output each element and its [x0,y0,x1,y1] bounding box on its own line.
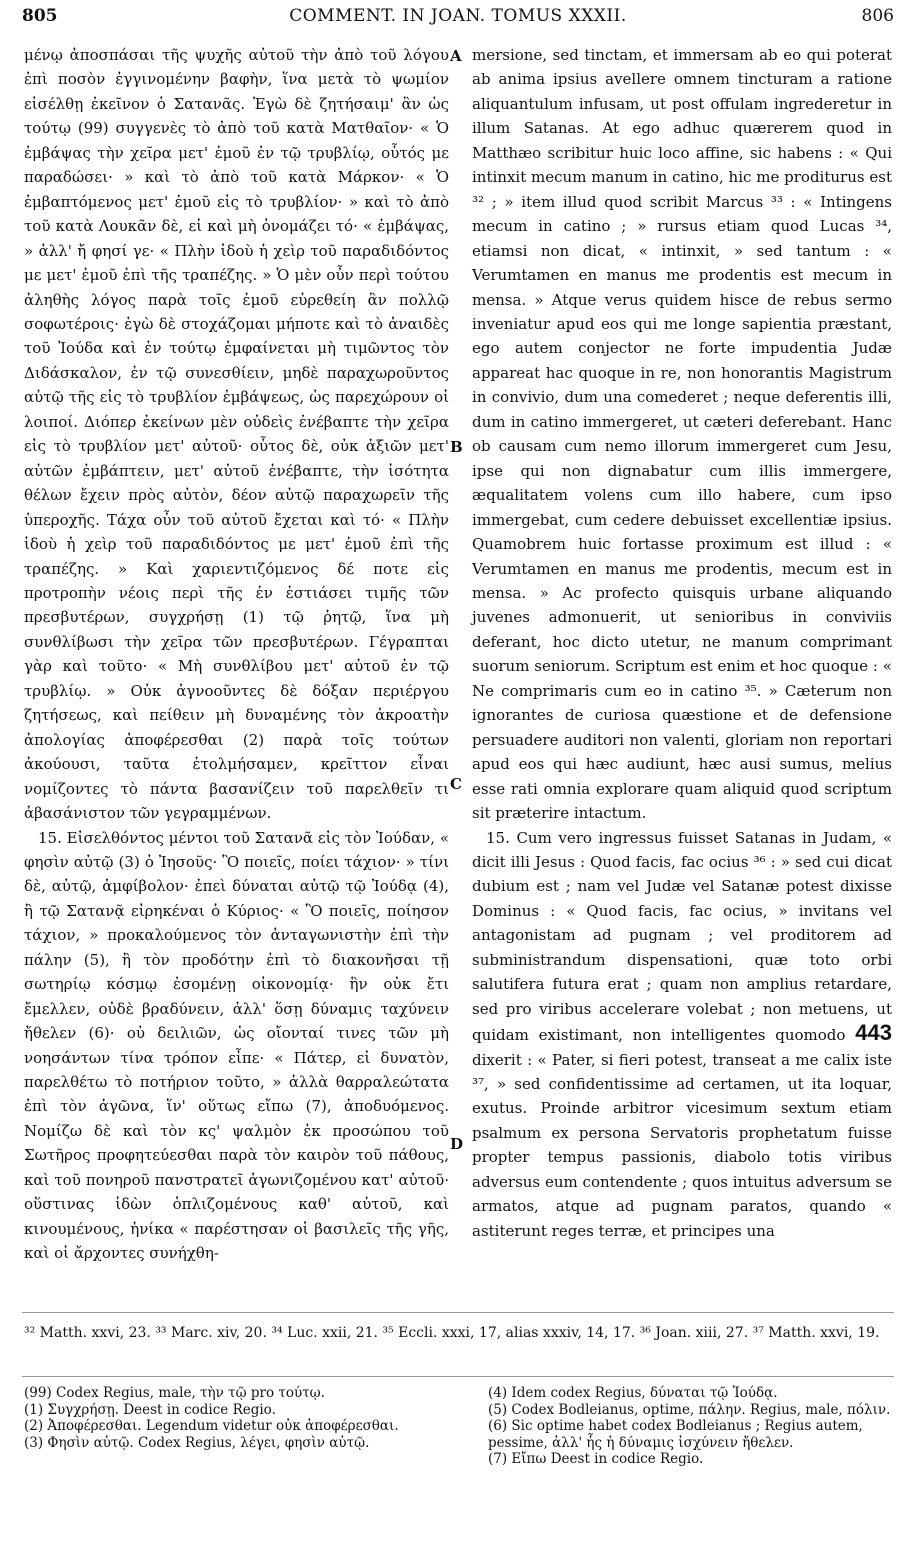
margin-letter-b: B [450,438,463,456]
greek-column [24,43,449,1266]
inline-page-marker: 443 [855,1020,892,1046]
greek-paragraph: μένῳ ἀποσπάσαι τῆς ψυχῆς αὐτοῦ τὴν ἀπὸ τοῦ λόγου ἐπὶ ποσὸν ἐγγινομένην βαφὴν, ἵνα μετὰ τὸ ψωμίον εἰσέλθῃ ἐκεῖνον ὁ Σατανᾶς. Ἐγὼ δὲ ζητήσαιμ' ἂν ὡς τούτῳ (99) συγγενὲς τὸ ἀπὸ τοῦ κατὰ Ματθαῖον· « Ὁ ἐμβάψας τὴν χεῖρα μετ' ἐμοῦ ἐν τῷ τρυβλίῳ, οὗτός με παραδώσει· » καὶ τὸ ἀπὸ τοῦ κατὰ Μάρκον· « Ὁ ἐμβαπτόμενος μετ' ἐμοῦ εἰς τὸ τρυβλίον· » καὶ τὸ ἀπὸ τοῦ κατὰ Λουκᾶν δὲ, εἰ καὶ μὴ ὀνομάζει τό· « ἐμβάψας, » ἀλλ' ἤ φησί γε· « Πλὴν ἰδοὺ ἡ χεὶρ τοῦ παραδιδόντος με μετ' ἐμοῦ ἐπὶ τῆς τραπέζης. » Ὁ μὲν οὖν περὶ τούτου ἀληθὴς λόγος παρὰ τοῖς ἐμοῦ εὑρεθείη ἂν πολλῷ σοφωτέροις· ἐγὼ δὲ στοχάζομαι μήποτε καὶ τὸ ἀναιδὲς τοῦ Ἰούδα καὶ ἐν τούτῳ ἐμφαίνεται μὴ τιμῶντος τὸν Διδάσκαλον, ἐν τῷ συνεσθίειν, μηδὲ παραχωροῦντος αὐτῷ τῆς εἰς τὸ τρυβλίον ἐμβάψεως, ὡς παρεχώρουν οἱ λοιποί. Διόπερ ἐκείνων μὲν οὐδεὶς ἐνέβαπτε τὴν χεῖρα εἰς τὸ τρυβλίον μετ' αὐτοῦ· οὗτος δὲ, οὐκ ἀξιῶν μετ' αὐτῶν ἐμβάπτειν, μετ' αὐτοῦ ἐνέβαπτε, τὴν ἰσότητα θέλων ἔχειν πρὸς αὐτὸν, δέον αὐτῷ παραχωρεῖν τῆς ὑπεροχῆς. Τάχα οὖν τοῦ αὐτοῦ ἔχεται καὶ τό· « Πλὴν ἰδοὺ ἡ χεὶρ τοῦ παραδιδόντος με μετ' ἐμοῦ ἐπὶ τῆς τραπέζης. » Καὶ χαριεντιζόμενος δέ ποτε εἰς προτροπὴν νέοις περὶ τῆς ἐν ἑστιάσει τιμῆς τῶν πρεσβυτέρων, συγχρήσῃ (1) τῷ ῥητῷ, ἵνα μὴ συνθλίβωσι τὴν χεῖρα τῶν πρεσβυτέρων. Γέγραπται γὰρ καὶ τοῦτο· « Μὴ συνθλίβου μετ' αὐτοῦ ἐν τῷ τρυβλίῳ. » Οὐκ ἀγνοοῦντες δὲ δόξαν περιέργου ζητήσεως, καὶ πείθειν μὴ δυναμένης τὸν ἀκροατὴν ἀπολογίας ἀποφέρεσθαι (2) παρὰ τοῖς τούτων ἀκούουσι, ταῦτα ἐτολμήσαμεν, κρεῖττον εἶναι νομίζοντες τὸ πάντα βασανίζειν τοῦ παρελθεῖν τι ἀβασάνιστον τῶν γεγραμμένων. [24,46,449,823]
latin-text: 15. Cum vero ingressus fuisset Satanas in Judam, « dicit illi Jesus : Quod facis, fac ocius ³⁶ : » sed cui dicat dubium est ; nam vel Judæ vel Satanæ potest dixisse Dominus : « Quod facis, fac ocius, » invitans vel antagonistam ad pugnam ; vel proditorem ad subministrandum dispensationi, quæ toto orbi salutifera futura erat ; quam non amplius retardare, sed pro viribus accelerare volebat ; non metuens, ut quidam existimant, non intelligentes quomodo [472,828,892,1045]
footnote: (4) Idem codex Regius, δύναται τῷ Ἰούδᾳ. [488,1385,778,1401]
latin-paragraph: mersione, sed tinctam, et immersam ab eo qui poterat ab anima ipsius avellere omnem tincturam a ratione aliquantulum infusam, ut post offulam ingrederetur in illum Satanas. At ego adhuc quærerem quod in Matthæo scribitur huic loco affine, sic habens : « Qui intinxit mecum manum in catino, hic me proditurus est ³² ; » item illud quod scribit Marcus ³³ : « Intingens mecum in catino ; » rursus etiam quod Lucas ³⁴, etiamsi non dicat, « intinxit, » sed tantum : « Verumtamen en manus me prodentis est mecum in mensa. » Atque verus quidem hisce de rebus sermo inveniatur apud eos qui me longe sapientia præstant, ego autem conjector ne forte impudentia Judæ appareat hac quoque in re, non honorantis Magistrum in convivio, dum una comederet ; neque deferentis illi, dum in catino immergeret, ut cæteri deferebant. Hanc ob causam cum nemo illorum immergeret cum Jesu, ipse qui non dignabatur cum illis immergere, æqualitatem volens cum illo habere, cum ipso immergebat, cum cedere debuisset excellentiæ ipsius. Quamobrem huic fortasse proximum est illud : « Verumtamen en manus me prodentis, mecum est in mensa. » Ac profecto quisquis urbane aliquando juvenes admonuerit, ut senioribus in conviviis deferant, hoc dicto utetur, ne manum comprimant suorum seniorum. Scriptum est enim et hoc quoque : « Ne comprimaris cum eo in catino ³⁵. » Cæterum non ignorantes de curiosa quæstione et de defensione persuadere auditori non valenti, gloriam non reportari apud eos qui hæc audiunt, hæc ausi sumus, melius esse rati omnia explorare quam aliquid quod scriptum sit præterire intactum. [472,46,892,823]
notes-divider [22,1376,894,1377]
footnote: (3) Φησὶν αὐτῷ. Codex Regius, λέγει, φησὶν αὐτῷ. [24,1434,370,1451]
greek-paragraph: 15. Εἰσελθόντος μέντοι τοῦ Σατανᾶ εἰς τὸν Ἰούδαν, « φησὶν αὐτῷ (3) ὁ Ἰησοῦς· Ὃ ποιεῖς, ποίει τάχιον· » τίνι δὲ, αὐτῷ, ἀμφίβολον· ἐπεὶ δύναται αὐτῷ τῷ Ἰούδᾳ (4), ἢ τῷ Σατανᾷ εἰρηκέναι ὁ Κύριος· « Ὃ ποιεῖς, ποίησον τάχιον, » προκαλούμενος τὸν ἀνταγωνιστὴν ἐπὶ τὴν πάλην (5), ἢ τὸν προδότην ἐπὶ τὸ διακονῆσαι τῇ σωτηρίῳ κόσμῳ ἐσομένῃ οἰκονομίᾳ· ἣν οὐκ ἔτι ἔμελλεν, οὐδὲ βραδύνειν, ἀλλ' ὅσῃ δύναμις ταχύνειν ἤθελεν (6)· οὐ δειλιῶν, ὡς οἴονταί τινες τῶν μὴ νοησάντων τίνα τρόπον εἶπε· « Πάτερ, εἰ δυνατὸν, παρελθέτω τὸ ποτήριον τοῦτο, » ἀλλὰ θαρραλεώτατα ἐπὶ τὸν ἀγῶνα, ἵν' οὕτως εἴπω (7), ἀποδυόμενος. Νομίζω δὲ καὶ τὸν κς' ψαλμὸν ἐκ προσώπου τοῦ Σωτῆρος προφητεύεσθαι παρὰ τὸν καιρὸν τοῦ πάθους, καὶ τοῦ πονηροῦ πανστρατεῖ ἀγωνιζομένου κατ' αὐτοῦ· οὕστινας ἰδὼν ὁπλιζομένους καθ' αὐτοῦ, καὶ κινουμένους, ἡνίκα « παρέστησαν οἱ βασιλεῖς τῆς γῆς, καὶ οἱ ἄρχοντες συνήχθη- [24,828,449,1263]
scripture-references: ³² Matth. xxvi, 23. ³³ Marc. xiv, 20. ³⁴ Luc. xxii, 21. ³⁵ Eccli. xxxi, 17, alias xxxiv, 14, 17. ³⁶ Joan. xiii, 27. ³⁷ Matth. xxvi, 19. [24,1325,880,1341]
footnote: (99) Codex Regius, male, τὴν τῷ pro τούτῳ. [24,1385,325,1401]
page-number-left: 805 [22,6,58,26]
margin-letter-d: D [450,1135,464,1153]
footnote: (6) Sic optime habet codex Bodleianus ; Regius autem, pessime, ἀλλ' ἧς ἡ δύναμις ἰσχύνειν ἤθελεν. [488,1418,863,1451]
footnote: (5) Codex Bodleianus, optime, πάλην. Regius, male, πόλιν. [488,1401,891,1418]
page-number-right: 806 [861,6,894,26]
footnote: (7) Εἴπω Deest in codice Regio. [488,1451,704,1467]
latin-column [472,43,892,1243]
running-header [22,6,894,32]
margin-letter-c: C [450,775,462,793]
footnotes-right [488,1385,892,1468]
running-title: COMMENT. IN JOAN. TOMUS XXXII. [289,6,627,26]
latin-paragraph-15 [472,826,892,1244]
margin-letter-a: A [450,47,462,65]
text-footnote-divider [22,1312,894,1313]
footnote: (2) Ἀποφέρεσθαι. Legendum videtur οὐκ ἀποφέρεσθαι. [24,1418,399,1434]
footnote: (1) Συγχρήσῃ. Deest in codice Regio. [24,1401,276,1418]
latin-text: dixerit : « Pater, si fieri potest, transeat a me calix iste ³⁷, » sed confidentissime ad certamen, ut ita loquar, exutus. Proinde arbitror vicesimum sextum etiam psalmum ex persona Servatoris prophetatum fuisse propter tempus passionis, diabolo totis viribus adversus eum contendente ; quos intuitus adversum se armatos, atque ad pugnam paratos, quando « astiterunt reges terræ, et principes una [472,1050,892,1240]
footnotes-left [24,1385,454,1451]
